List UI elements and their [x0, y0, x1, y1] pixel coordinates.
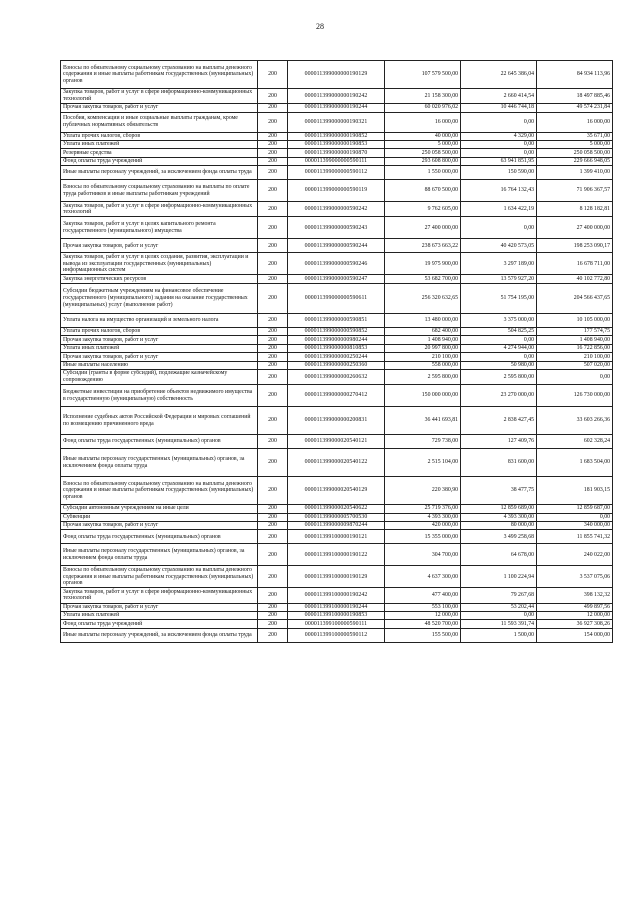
row-fact-cell: 0,00	[461, 353, 537, 361]
row-rest-cell: 10 105 000,00	[537, 313, 613, 327]
row-fact-cell: 504 825,25	[461, 327, 537, 335]
row-rest-cell: 499 897,56	[537, 603, 613, 611]
table-row	[61, 140, 613, 148]
row-fact-cell: 16 764 132,43	[461, 180, 537, 202]
row-plan-cell: 12 000,00	[385, 611, 461, 619]
row-rest-cell: 11 855 741,32	[537, 530, 613, 544]
row-fact-cell: 0,00	[461, 336, 537, 344]
table-row	[61, 353, 613, 361]
row-rest-cell: 210 100,00	[537, 353, 613, 361]
row-rest-cell: 84 934 113,96	[537, 61, 613, 89]
row-name-cell: Резервные средства	[61, 149, 258, 157]
row-plan-cell: 53 682 700,00	[385, 275, 461, 283]
row-kbk-cell: 000011399000000590246	[288, 253, 385, 275]
row-name-cell: Прочая закупка товаров, работ и услуг	[61, 336, 258, 344]
row-rest-cell: 181 903,15	[537, 477, 613, 505]
row-rest-cell: 507 020,00	[537, 361, 613, 369]
row-code-cell: 200	[258, 275, 288, 283]
row-fact-cell: 2 660 414,54	[461, 89, 537, 104]
row-rest-cell: 49 574 231,84	[537, 104, 613, 112]
row-rest-cell: 16 722 856,00	[537, 344, 613, 352]
row-name-cell: Закупка товаров, работ и услуг в целях капитального ремонта государственного (муниципального) имущества	[61, 217, 258, 239]
row-kbk-cell: 000011399000000590611	[288, 283, 385, 313]
table-row	[61, 217, 613, 239]
row-kbk-cell: 000011399000000590852	[288, 327, 385, 335]
row-kbk-cell: 000011399000000190321	[288, 112, 385, 132]
row-rest-cell: 5 000,00	[537, 140, 613, 148]
table-row	[61, 449, 613, 477]
row-fact-cell: 2 838 427,45	[461, 407, 537, 435]
row-name-cell: Закупка товаров, работ и услуг в сфере информационно-коммуникационных технологий	[61, 588, 258, 603]
row-fact-cell: 150 590,00	[461, 166, 537, 180]
table-row	[61, 530, 613, 544]
row-fact-cell: 64 678,00	[461, 544, 537, 566]
row-fact-cell: 4 329,00	[461, 132, 537, 140]
table-row	[61, 385, 613, 407]
row-plan-cell: 238 673 663,22	[385, 239, 461, 253]
table-row	[61, 505, 613, 513]
row-name-cell: Прочая закупка товаров, работ и услуг	[61, 353, 258, 361]
row-name-cell: Прочая закупка товаров, работ и услуг	[61, 239, 258, 253]
row-code-cell: 200	[258, 61, 288, 89]
row-name-cell: Фонд оплаты труда учреждений	[61, 157, 258, 165]
row-kbk-cell: 000011399000000190242	[288, 89, 385, 104]
row-kbk-cell: 000011399000000190853	[288, 140, 385, 148]
row-kbk-cell: 000011399000000190129	[288, 61, 385, 89]
row-rest-cell: 340 000,00	[537, 521, 613, 529]
row-fact-cell: 63 941 851,95	[461, 157, 537, 165]
row-fact-cell: 3 297 189,00	[461, 253, 537, 275]
table-row	[61, 180, 613, 202]
row-kbk-cell: 000011399100000190242	[288, 588, 385, 603]
row-rest-cell: 27 400 000,00	[537, 217, 613, 239]
row-fact-cell: 53 202,44	[461, 603, 537, 611]
row-plan-cell: 220 380,90	[385, 477, 461, 505]
row-rest-cell: 33 603 266,36	[537, 407, 613, 435]
row-kbk-cell: 000011399100000190129	[288, 566, 385, 588]
row-name-cell: Прочая закупка товаров, работ и услуг	[61, 104, 258, 112]
row-kbk-cell: 000011399100000190853	[288, 611, 385, 619]
row-fact-cell: 13 579 927,20	[461, 275, 537, 283]
row-kbk-cell: 000011399000000590851	[288, 313, 385, 327]
row-kbk-cell: 000011399000000200831	[288, 407, 385, 435]
row-kbk-cell: 000011399000005700530	[288, 513, 385, 521]
row-code-cell: 200	[258, 505, 288, 513]
row-code-cell: 200	[258, 407, 288, 435]
row-name-cell: Взносы по обязательному социальному страхованию на выплаты денежного содержания и иные выплаты работникам государственных (муниципальных) органов	[61, 566, 258, 588]
row-name-cell: Иные выплаты персоналу государственных (муниципальных) органов, за исключением фонда оплаты труда	[61, 449, 258, 477]
row-plan-cell: 729 738,00	[385, 435, 461, 449]
row-code-cell: 200	[258, 283, 288, 313]
row-kbk-cell: 000011399000000980244	[288, 336, 385, 344]
row-code-cell: 200	[258, 588, 288, 603]
row-fact-cell: 0,00	[461, 217, 537, 239]
row-rest-cell: 177 574,75	[537, 327, 613, 335]
row-plan-cell: 558 000,00	[385, 361, 461, 369]
row-kbk-cell: 000011399000000590111	[288, 157, 385, 165]
row-plan-cell: 5 000,00	[385, 140, 461, 148]
row-name-cell: Фонд оплаты труда государственных (муниципальных) органов	[61, 530, 258, 544]
row-rest-cell: 1 399 410,00	[537, 166, 613, 180]
row-name-cell: Закупка товаров, работ и услуг в сфере информационно-коммуникационных технологий	[61, 89, 258, 104]
row-fact-cell: 1 634 422,19	[461, 202, 537, 217]
row-name-cell: Фонд оплаты труда учреждений	[61, 620, 258, 628]
row-code-cell: 200	[258, 361, 288, 369]
row-name-cell: Субсидии (гранты в форме субсидий), подлежащие казначейскому сопровождению	[61, 370, 258, 385]
row-kbk-cell: 000011399000000250244	[288, 353, 385, 361]
row-rest-cell: 36 927 308,26	[537, 620, 613, 628]
table-row	[61, 239, 613, 253]
table-row	[61, 149, 613, 157]
table-row	[61, 275, 613, 283]
row-code-cell: 200	[258, 89, 288, 104]
row-rest-cell: 1 408 940,00	[537, 336, 613, 344]
row-name-cell: Закупка товаров, работ и услуг в сфере информационно-коммуникационных технологий	[61, 202, 258, 217]
row-plan-cell: 293 608 800,00	[385, 157, 461, 165]
row-plan-cell: 107 579 500,00	[385, 61, 461, 89]
row-kbk-cell: 000011399000000810853	[288, 344, 385, 352]
row-kbk-cell: 000011399100000190121	[288, 530, 385, 544]
row-rest-cell: 204 566 437,65	[537, 283, 613, 313]
table-row	[61, 112, 613, 132]
row-code-cell: 200	[258, 132, 288, 140]
table-row	[61, 361, 613, 369]
row-rest-cell: 12 000,00	[537, 611, 613, 619]
row-code-cell: 200	[258, 521, 288, 529]
row-name-cell: Субсидии автономным учреждениям на иные цели	[61, 505, 258, 513]
row-kbk-cell: 000011399000000190244	[288, 104, 385, 112]
row-name-cell: Иные выплаты персоналу учреждений, за исключением фонда оплаты труда	[61, 628, 258, 642]
row-fact-cell: 1 500,00	[461, 628, 537, 642]
table-row	[61, 253, 613, 275]
row-kbk-cell: 000011399100000190122	[288, 544, 385, 566]
row-plan-cell: 210 100,00	[385, 353, 461, 361]
row-name-cell: Уплата иных платежей	[61, 140, 258, 148]
row-code-cell: 200	[258, 336, 288, 344]
row-name-cell: Прочая закупка товаров, работ и услуг	[61, 521, 258, 529]
row-code-cell: 200	[258, 628, 288, 642]
row-fact-cell: 51 754 195,00	[461, 283, 537, 313]
row-kbk-cell: 000011399000009870244	[288, 521, 385, 529]
row-plan-cell: 250 058 500,00	[385, 149, 461, 157]
row-code-cell: 200	[258, 253, 288, 275]
row-rest-cell: 71 906 367,57	[537, 180, 613, 202]
table-row	[61, 513, 613, 521]
row-kbk-cell: 000011399000000590243	[288, 217, 385, 239]
row-name-cell: Иные выплаты персоналу учреждений, за исключением фонда оплаты труда	[61, 166, 258, 180]
row-kbk-cell: 000011399100000190244	[288, 603, 385, 611]
row-rest-cell: 250 058 500,00	[537, 149, 613, 157]
row-fact-cell: 2 595 800,00	[461, 370, 537, 385]
row-fact-cell: 79 267,68	[461, 588, 537, 603]
row-kbk-cell: 000011399000020540622	[288, 505, 385, 513]
row-rest-cell: 229 666 948,05	[537, 157, 613, 165]
row-plan-cell: 25 719 376,00	[385, 505, 461, 513]
row-plan-cell: 2 595 800,00	[385, 370, 461, 385]
row-fact-cell: 0,00	[461, 149, 537, 157]
row-kbk-cell: 000011399000000590112	[288, 166, 385, 180]
table-row	[61, 588, 613, 603]
row-rest-cell: 602 328,24	[537, 435, 613, 449]
row-plan-cell: 20 997 800,00	[385, 344, 461, 352]
row-name-cell: Уплата прочих налогов, сборов	[61, 132, 258, 140]
row-plan-cell: 19 975 900,00	[385, 253, 461, 275]
row-name-cell: Исполнение судебных актов Российской Федерации и мировых соглашений по возмещению причиненного вреда	[61, 407, 258, 435]
row-code-cell: 200	[258, 620, 288, 628]
row-name-cell: Субвенции	[61, 513, 258, 521]
row-code-cell: 200	[258, 180, 288, 202]
row-rest-cell: 154 000,00	[537, 628, 613, 642]
row-plan-cell: 40 000,00	[385, 132, 461, 140]
row-fact-cell: 0,00	[461, 112, 537, 132]
row-kbk-cell: 000011399000000270412	[288, 385, 385, 407]
row-kbk-cell: 000011399000020540121	[288, 435, 385, 449]
row-code-cell: 200	[258, 104, 288, 112]
row-plan-cell: 60 020 976,02	[385, 104, 461, 112]
row-rest-cell: 16 000,00	[537, 112, 613, 132]
row-code-cell: 200	[258, 353, 288, 361]
row-code-cell: 200	[258, 611, 288, 619]
row-code-cell: 200	[258, 239, 288, 253]
row-name-cell: Взносы по обязательному социальному страхованию на выплаты денежного содержания и иные выплаты работникам государственных (муниципальных) органов	[61, 61, 258, 89]
row-name-cell: Уплата налога на имущество организаций и земельного налога	[61, 313, 258, 327]
table-row	[61, 544, 613, 566]
row-fact-cell: 10 446 744,18	[461, 104, 537, 112]
row-fact-cell: 11 593 391,74	[461, 620, 537, 628]
row-name-cell: Закупка энергетических ресурсов	[61, 275, 258, 283]
row-kbk-cell: 000011399000000590242	[288, 202, 385, 217]
row-code-cell: 200	[258, 140, 288, 148]
row-name-cell: Уплата иных платежей	[61, 611, 258, 619]
row-name-cell: Уплата прочих налогов, сборов	[61, 327, 258, 335]
row-code-cell: 200	[258, 344, 288, 352]
row-plan-cell: 13 480 000,00	[385, 313, 461, 327]
row-code-cell: 200	[258, 477, 288, 505]
row-plan-cell: 9 762 605,00	[385, 202, 461, 217]
row-rest-cell: 198 253 090,17	[537, 239, 613, 253]
row-code-cell: 200	[258, 202, 288, 217]
table-row	[61, 313, 613, 327]
table-row	[61, 611, 613, 619]
row-kbk-cell: 000011399000000590119	[288, 180, 385, 202]
row-code-cell: 200	[258, 603, 288, 611]
row-rest-cell: 0,00	[537, 370, 613, 385]
row-name-cell: Бюджетные инвестиции на приобретение объектов недвижимого имущества в государственную (муниципальную) собственность	[61, 385, 258, 407]
row-plan-cell: 36 441 693,81	[385, 407, 461, 435]
table-row	[61, 202, 613, 217]
table-row	[61, 407, 613, 435]
table-row	[61, 521, 613, 529]
row-fact-cell: 38 477,75	[461, 477, 537, 505]
row-plan-cell: 48 520 700,00	[385, 620, 461, 628]
row-plan-cell: 553 100,00	[385, 603, 461, 611]
row-name-cell: Фонд оплаты труда государственных (муниципальных) органов	[61, 435, 258, 449]
budget-execution-table	[60, 60, 613, 643]
row-fact-cell: 831 600,00	[461, 449, 537, 477]
row-kbk-cell: 000011399000000190870	[288, 149, 385, 157]
row-name-cell: Закупка товаров, работ и услуг в целях создания, развития, эксплуатации и вывода из эксплуатации государственных (муниципальных) информационных систем	[61, 253, 258, 275]
row-code-cell: 200	[258, 544, 288, 566]
row-fact-cell: 40 420 573,05	[461, 239, 537, 253]
row-rest-cell: 40 102 772,80	[537, 275, 613, 283]
row-name-cell: Иные выплаты персоналу государственных (муниципальных) органов, за исключением фонда оплаты труда	[61, 544, 258, 566]
row-fact-cell: 80 000,00	[461, 521, 537, 529]
row-plan-cell: 27 400 000,00	[385, 217, 461, 239]
row-code-cell: 200	[258, 566, 288, 588]
row-rest-cell: 12 859 687,00	[537, 505, 613, 513]
row-name-cell: Уплата иных платежей	[61, 344, 258, 352]
row-fact-cell: 50 980,00	[461, 361, 537, 369]
row-kbk-cell: 000011399100000590112	[288, 628, 385, 642]
row-code-cell: 200	[258, 370, 288, 385]
row-plan-cell: 21 158 300,00	[385, 89, 461, 104]
row-plan-cell: 1 550 000,00	[385, 166, 461, 180]
table-row	[61, 104, 613, 112]
table-row	[61, 327, 613, 335]
row-fact-cell: 0,00	[461, 611, 537, 619]
row-name-cell: Пособия, компенсации и иные социальные выплаты гражданам, кроме публичных нормативных обязательств	[61, 112, 258, 132]
row-plan-cell: 420 000,00	[385, 521, 461, 529]
row-plan-cell: 4 393 300,00	[385, 513, 461, 521]
row-fact-cell: 3 375 000,00	[461, 313, 537, 327]
row-name-cell: Взносы по обязательному социальному страхованию на выплаты денежного содержания и иные выплаты работникам государственных (муниципальных) органов	[61, 477, 258, 505]
row-name-cell: Субсидии бюджетным учреждениям на финансовое обеспечение государственного (муниципального) задания на оказание государственных (муниципальных) услуг (выполнение работ)	[61, 283, 258, 313]
row-fact-cell: 4 274 944,00	[461, 344, 537, 352]
table-body	[61, 61, 613, 643]
row-code-cell: 200	[258, 530, 288, 544]
table-row	[61, 603, 613, 611]
row-fact-cell: 12 859 689,00	[461, 505, 537, 513]
row-plan-cell: 88 670 500,00	[385, 180, 461, 202]
row-kbk-cell: 000011399000000590247	[288, 275, 385, 283]
row-name-cell: Иные выплаты населению	[61, 361, 258, 369]
table-row	[61, 620, 613, 628]
row-code-cell: 200	[258, 149, 288, 157]
row-code-cell: 200	[258, 449, 288, 477]
row-fact-cell: 22 645 386,04	[461, 61, 537, 89]
row-plan-cell: 304 700,00	[385, 544, 461, 566]
page-number: 28	[316, 22, 324, 31]
row-name-cell: Прочая закупка товаров, работ и услуг	[61, 603, 258, 611]
row-plan-cell: 155 500,00	[385, 628, 461, 642]
table-row	[61, 132, 613, 140]
row-plan-cell: 4 637 300,00	[385, 566, 461, 588]
table-row	[61, 283, 613, 313]
row-kbk-cell: 000011399000020540129	[288, 477, 385, 505]
table-row	[61, 566, 613, 588]
row-rest-cell: 1 683 504,00	[537, 449, 613, 477]
row-code-cell: 200	[258, 385, 288, 407]
row-code-cell: 200	[258, 217, 288, 239]
row-kbk-cell: 000011399000000260632	[288, 370, 385, 385]
row-rest-cell: 8 128 182,81	[537, 202, 613, 217]
row-plan-cell: 2 515 104,00	[385, 449, 461, 477]
table-row	[61, 61, 613, 89]
row-code-cell: 200	[258, 112, 288, 132]
table-row	[61, 370, 613, 385]
row-plan-cell: 682 400,00	[385, 327, 461, 335]
row-kbk-cell: 000011399000000190852	[288, 132, 385, 140]
row-code-cell: 200	[258, 157, 288, 165]
row-rest-cell: 126 730 000,00	[537, 385, 613, 407]
table-row	[61, 477, 613, 505]
row-code-cell: 200	[258, 166, 288, 180]
row-plan-cell: 477 400,00	[385, 588, 461, 603]
row-code-cell: 200	[258, 435, 288, 449]
row-fact-cell: 4 393 300,00	[461, 513, 537, 521]
table-row	[61, 166, 613, 180]
table-row	[61, 435, 613, 449]
row-rest-cell: 3 537 075,06	[537, 566, 613, 588]
row-kbk-cell: 000011399000020540122	[288, 449, 385, 477]
row-plan-cell: 150 000 000,00	[385, 385, 461, 407]
table-row	[61, 628, 613, 642]
row-rest-cell: 398 132,32	[537, 588, 613, 603]
row-fact-cell: 0,00	[461, 140, 537, 148]
table-row	[61, 89, 613, 104]
row-rest-cell: 18 497 885,46	[537, 89, 613, 104]
table-row	[61, 344, 613, 352]
row-code-cell: 200	[258, 513, 288, 521]
row-plan-cell: 1 408 940,00	[385, 336, 461, 344]
row-fact-cell: 127 409,76	[461, 435, 537, 449]
row-plan-cell: 15 355 000,00	[385, 530, 461, 544]
table-row	[61, 157, 613, 165]
row-kbk-cell: 000011399000000250360	[288, 361, 385, 369]
row-plan-cell: 256 320 632,65	[385, 283, 461, 313]
row-kbk-cell: 000011399000000590244	[288, 239, 385, 253]
table-row	[61, 336, 613, 344]
row-rest-cell: 35 671,00	[537, 132, 613, 140]
row-rest-cell: 0,00	[537, 513, 613, 521]
row-fact-cell: 3 499 258,68	[461, 530, 537, 544]
row-fact-cell: 23 270 000,00	[461, 385, 537, 407]
row-name-cell: Взносы по обязательному социальному страхованию на выплаты по оплате труда работников и иные выплаты работникам учреждений	[61, 180, 258, 202]
row-code-cell: 200	[258, 327, 288, 335]
row-plan-cell: 16 000,00	[385, 112, 461, 132]
row-rest-cell: 16 678 711,00	[537, 253, 613, 275]
row-kbk-cell: 000011399100000590111	[288, 620, 385, 628]
row-code-cell: 200	[258, 313, 288, 327]
row-fact-cell: 1 100 224,94	[461, 566, 537, 588]
row-rest-cell: 240 022,00	[537, 544, 613, 566]
